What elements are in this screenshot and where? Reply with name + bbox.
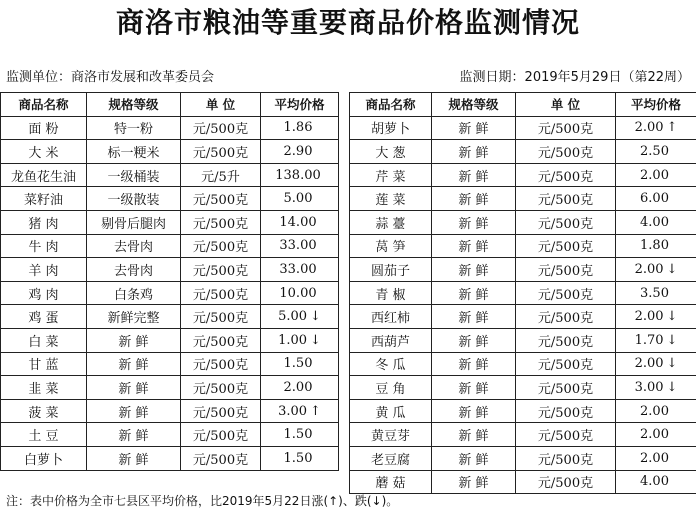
cell-price xyxy=(261,234,339,258)
table-row xyxy=(350,210,696,234)
table-row xyxy=(350,352,696,376)
cell-grade: 特一粉 xyxy=(87,116,181,140)
cell-grade: 新 鲜 xyxy=(87,423,181,447)
price-value: 2.00 xyxy=(640,403,669,419)
cell-name: 面 粉 xyxy=(1,116,87,140)
cell-unit: 元/500克 xyxy=(181,187,261,211)
cell-grade: 白条鸡 xyxy=(87,281,181,305)
cell-price xyxy=(616,140,696,164)
cell-unit: 元/500克 xyxy=(516,187,616,211)
price-value: 6.00 xyxy=(640,191,669,207)
cell-unit: 元/500克 xyxy=(516,210,616,234)
cell-grade: 一级散装 xyxy=(87,187,181,211)
table-row xyxy=(1,328,339,352)
monitor-unit: 监测单位：商洛市发展和改革委员会 xyxy=(6,70,215,85)
cell-unit: 元/500克 xyxy=(181,305,261,329)
cell-grade: 新 鲜 xyxy=(87,376,181,400)
table-row xyxy=(1,352,339,376)
table-row xyxy=(350,187,696,211)
price-value: 5.00 xyxy=(278,309,308,325)
arrow-down-icon: ↓ xyxy=(310,309,321,325)
cell-grade: 新 鲜 xyxy=(87,328,181,352)
cell-grade: 新 鲜 xyxy=(87,446,181,470)
cell-grade: 新 鲜 xyxy=(432,376,516,400)
cell-grade: 新 鲜 xyxy=(87,399,181,423)
price-value: 1.86 xyxy=(283,120,313,136)
footnote: 注：表中价格为全市七县区平均价格，比2019年5月22日涨(↑)、跌(↓)。 xyxy=(6,494,399,508)
cell-grade: 去骨肉 xyxy=(87,234,181,258)
cell-unit: 元/500克 xyxy=(516,446,616,470)
cell-grade: 新 鲜 xyxy=(432,187,516,211)
price-value: 1.50 xyxy=(283,356,313,372)
cell-unit: 元/500克 xyxy=(516,281,616,305)
cell-price xyxy=(616,470,696,494)
cell-price xyxy=(261,376,339,400)
cell-name: 西红柿 xyxy=(350,305,432,329)
cell-price xyxy=(261,210,339,234)
price-value: 2.00 xyxy=(283,379,313,395)
cell-grade: 新 鲜 xyxy=(432,446,516,470)
cell-price xyxy=(261,446,339,470)
cell-unit: 元/500克 xyxy=(516,470,616,494)
arrow-down-icon: ↓ xyxy=(666,379,678,395)
cell-price xyxy=(616,187,696,211)
arrow-down-icon: ↓ xyxy=(666,332,678,348)
table-row xyxy=(350,305,696,329)
cell-grade: 剔骨后腿肉 xyxy=(87,210,181,234)
arrow-down-icon: ↓ xyxy=(666,261,678,277)
cell-unit: 元/500克 xyxy=(181,376,261,400)
cell-name: 冬 瓜 xyxy=(350,352,432,376)
cell-price xyxy=(616,376,696,400)
price-value: 3.00 xyxy=(278,403,308,419)
table-row xyxy=(350,281,696,305)
cell-name: 猪 肉 xyxy=(1,210,87,234)
cell-name: 菠 菜 xyxy=(1,399,87,423)
cell-price xyxy=(261,352,339,376)
cell-price xyxy=(616,423,696,447)
table-row xyxy=(1,234,339,258)
table-row xyxy=(1,163,339,187)
table-row xyxy=(1,305,339,329)
cell-price xyxy=(261,423,339,447)
cell-name: 莴 笋 xyxy=(350,234,432,258)
cell-name: 圆茄子 xyxy=(350,258,432,282)
cell-unit: 元/500克 xyxy=(516,376,616,400)
price-value: 2.90 xyxy=(283,143,313,159)
cell-grade: 新 鲜 xyxy=(432,328,516,352)
cell-unit: 元/500克 xyxy=(516,305,616,329)
cell-price xyxy=(261,281,339,305)
cell-name: 白 菜 xyxy=(1,328,87,352)
cell-unit: 元/500克 xyxy=(516,423,616,447)
cell-price xyxy=(261,140,339,164)
table-row xyxy=(350,399,696,423)
header-unit: 单 位 xyxy=(181,93,261,117)
header-unit: 单 位 xyxy=(516,93,616,117)
cell-grade: 新 鲜 xyxy=(432,210,516,234)
table-row xyxy=(350,470,696,494)
cell-name: 龙鱼花生油 xyxy=(1,163,87,187)
price-value: 138.00 xyxy=(275,167,321,183)
price-value: 2.00 xyxy=(634,356,664,372)
cell-name: 蒜 薹 xyxy=(350,210,432,234)
price-value: 10.00 xyxy=(279,285,317,301)
table-row xyxy=(1,423,339,447)
table-row xyxy=(1,281,339,305)
cell-name: 大 米 xyxy=(1,140,87,164)
cell-price xyxy=(616,234,696,258)
arrow-up-icon: ↑ xyxy=(310,403,321,419)
price-value: 2.00 xyxy=(634,261,664,277)
cell-name: 蘑 菇 xyxy=(350,470,432,494)
price-value: 1.00 xyxy=(278,332,308,348)
cell-name: 青 椒 xyxy=(350,281,432,305)
table-row xyxy=(350,163,696,187)
cell-unit: 元/500克 xyxy=(516,258,616,282)
cell-unit: 元/500克 xyxy=(516,399,616,423)
cell-price xyxy=(616,399,696,423)
cell-grade: 新鲜完整 xyxy=(87,305,181,329)
cell-grade: 新 鲜 xyxy=(432,399,516,423)
cell-unit: 元/500克 xyxy=(516,328,616,352)
price-value: 2.00 xyxy=(640,427,669,443)
cell-grade: 一级桶装 xyxy=(87,163,181,187)
cell-price xyxy=(616,116,696,140)
cell-grade: 新 鲜 xyxy=(432,116,516,140)
cell-unit: 元/500克 xyxy=(181,210,261,234)
cell-price xyxy=(616,446,696,470)
table-row xyxy=(1,258,339,282)
cell-unit: 元/500克 xyxy=(181,281,261,305)
cell-grade: 新 鲜 xyxy=(432,258,516,282)
cell-grade: 新 鲜 xyxy=(432,423,516,447)
cell-name: 白萝卜 xyxy=(1,446,87,470)
price-value: 2.00 xyxy=(640,167,669,183)
price-value: 1.80 xyxy=(640,238,669,254)
cell-name: 甘 蓝 xyxy=(1,352,87,376)
table-row xyxy=(1,140,339,164)
cell-grade: 新 鲜 xyxy=(432,352,516,376)
table-row xyxy=(1,446,339,470)
cell-unit: 元/500克 xyxy=(181,423,261,447)
table-header-row xyxy=(350,93,696,117)
cell-name: 胡萝卜 xyxy=(350,116,432,140)
price-value: 3.00 xyxy=(634,379,664,395)
cell-unit: 元/5升 xyxy=(181,163,261,187)
price-table-right xyxy=(349,92,696,494)
table-row xyxy=(1,116,339,140)
cell-name: 鸡 肉 xyxy=(1,281,87,305)
cell-name: 莲 菜 xyxy=(350,187,432,211)
cell-price xyxy=(616,210,696,234)
table-row xyxy=(350,140,696,164)
cell-name: 黄豆芽 xyxy=(350,423,432,447)
header-name: 商品名称 xyxy=(1,93,87,117)
cell-price xyxy=(261,258,339,282)
table-row xyxy=(350,446,696,470)
table-row xyxy=(350,258,696,282)
cell-unit: 元/500克 xyxy=(516,234,616,258)
cell-grade: 新 鲜 xyxy=(432,305,516,329)
cell-unit: 元/500克 xyxy=(516,163,616,187)
cell-price xyxy=(616,352,696,376)
table-row xyxy=(350,234,696,258)
cell-unit: 元/500克 xyxy=(181,234,261,258)
cell-price xyxy=(261,116,339,140)
cell-grade: 新 鲜 xyxy=(432,281,516,305)
cell-price xyxy=(616,163,696,187)
page-title: 商洛市粮油等重要商品价格监测情况 xyxy=(115,6,580,39)
table-row xyxy=(350,376,696,400)
cell-name: 黄 瓜 xyxy=(350,399,432,423)
cell-unit: 元/500克 xyxy=(516,352,616,376)
header-price: 平均价格 xyxy=(261,93,339,117)
cell-grade: 去骨肉 xyxy=(87,258,181,282)
price-value: 1.50 xyxy=(283,427,313,443)
table-row xyxy=(350,328,696,352)
cell-name: 大 葱 xyxy=(350,140,432,164)
header-grade: 规格等级 xyxy=(87,93,181,117)
cell-unit: 元/500克 xyxy=(181,328,261,352)
price-value: 1.70 xyxy=(634,332,664,348)
price-value: 2.00 xyxy=(634,309,664,325)
monitor-date: 监测日期：2019年5月29日（第22周） xyxy=(459,70,690,85)
cell-grade: 新 鲜 xyxy=(432,163,516,187)
cell-name: 牛 肉 xyxy=(1,234,87,258)
cell-price xyxy=(261,399,339,423)
cell-price xyxy=(616,258,696,282)
arrow-down-icon: ↓ xyxy=(666,356,678,372)
cell-grade: 标一粳米 xyxy=(87,140,181,164)
cell-name: 豆 角 xyxy=(350,376,432,400)
price-value: 5.00 xyxy=(283,191,313,207)
price-table-left xyxy=(0,92,339,471)
cell-price xyxy=(261,305,339,329)
header-price: 平均价格 xyxy=(616,93,696,117)
header-grade: 规格等级 xyxy=(432,93,516,117)
table-row xyxy=(1,210,339,234)
arrow-up-icon: ↑ xyxy=(666,120,678,136)
cell-name: 鸡 蛋 xyxy=(1,305,87,329)
cell-unit: 元/500克 xyxy=(181,116,261,140)
cell-name: 羊 肉 xyxy=(1,258,87,282)
cell-name: 菜籽油 xyxy=(1,187,87,211)
cell-unit: 元/500克 xyxy=(181,352,261,376)
cell-price xyxy=(261,187,339,211)
table-row xyxy=(1,399,339,423)
cell-unit: 元/500克 xyxy=(181,446,261,470)
cell-unit: 元/500克 xyxy=(181,140,261,164)
price-value: 2.50 xyxy=(640,143,669,159)
cell-grade: 新 鲜 xyxy=(432,234,516,258)
price-value: 2.00 xyxy=(634,120,664,136)
cell-unit: 元/500克 xyxy=(516,116,616,140)
table-row xyxy=(350,116,696,140)
cell-price xyxy=(261,328,339,352)
price-value: 33.00 xyxy=(279,261,317,277)
cell-name: 老豆腐 xyxy=(350,446,432,470)
header-name: 商品名称 xyxy=(350,93,432,117)
cell-unit: 元/500克 xyxy=(516,140,616,164)
cell-price xyxy=(616,328,696,352)
table-header-row xyxy=(1,93,339,117)
cell-grade: 新 鲜 xyxy=(87,352,181,376)
price-value: 2.00 xyxy=(640,450,669,466)
cell-grade: 新 鲜 xyxy=(432,140,516,164)
cell-name: 芹 菜 xyxy=(350,163,432,187)
table-row xyxy=(1,376,339,400)
price-value: 1.50 xyxy=(283,450,313,466)
price-value: 4.00 xyxy=(640,214,669,230)
cell-price xyxy=(261,163,339,187)
cell-name: 韭 菜 xyxy=(1,376,87,400)
cell-grade: 新 鲜 xyxy=(432,470,516,494)
cell-name: 土 豆 xyxy=(1,423,87,447)
table-row xyxy=(350,423,696,447)
price-value: 33.00 xyxy=(279,238,317,254)
cell-name: 西葫芦 xyxy=(350,328,432,352)
price-value: 4.00 xyxy=(640,474,669,490)
arrow-down-icon: ↓ xyxy=(310,332,321,348)
price-value: 3.50 xyxy=(640,285,669,301)
table-row xyxy=(1,187,339,211)
price-value: 14.00 xyxy=(279,214,317,230)
cell-unit: 元/500克 xyxy=(181,258,261,282)
cell-unit: 元/500克 xyxy=(181,399,261,423)
cell-price xyxy=(616,281,696,305)
cell-price xyxy=(616,305,696,329)
arrow-down-icon: ↓ xyxy=(666,309,678,325)
